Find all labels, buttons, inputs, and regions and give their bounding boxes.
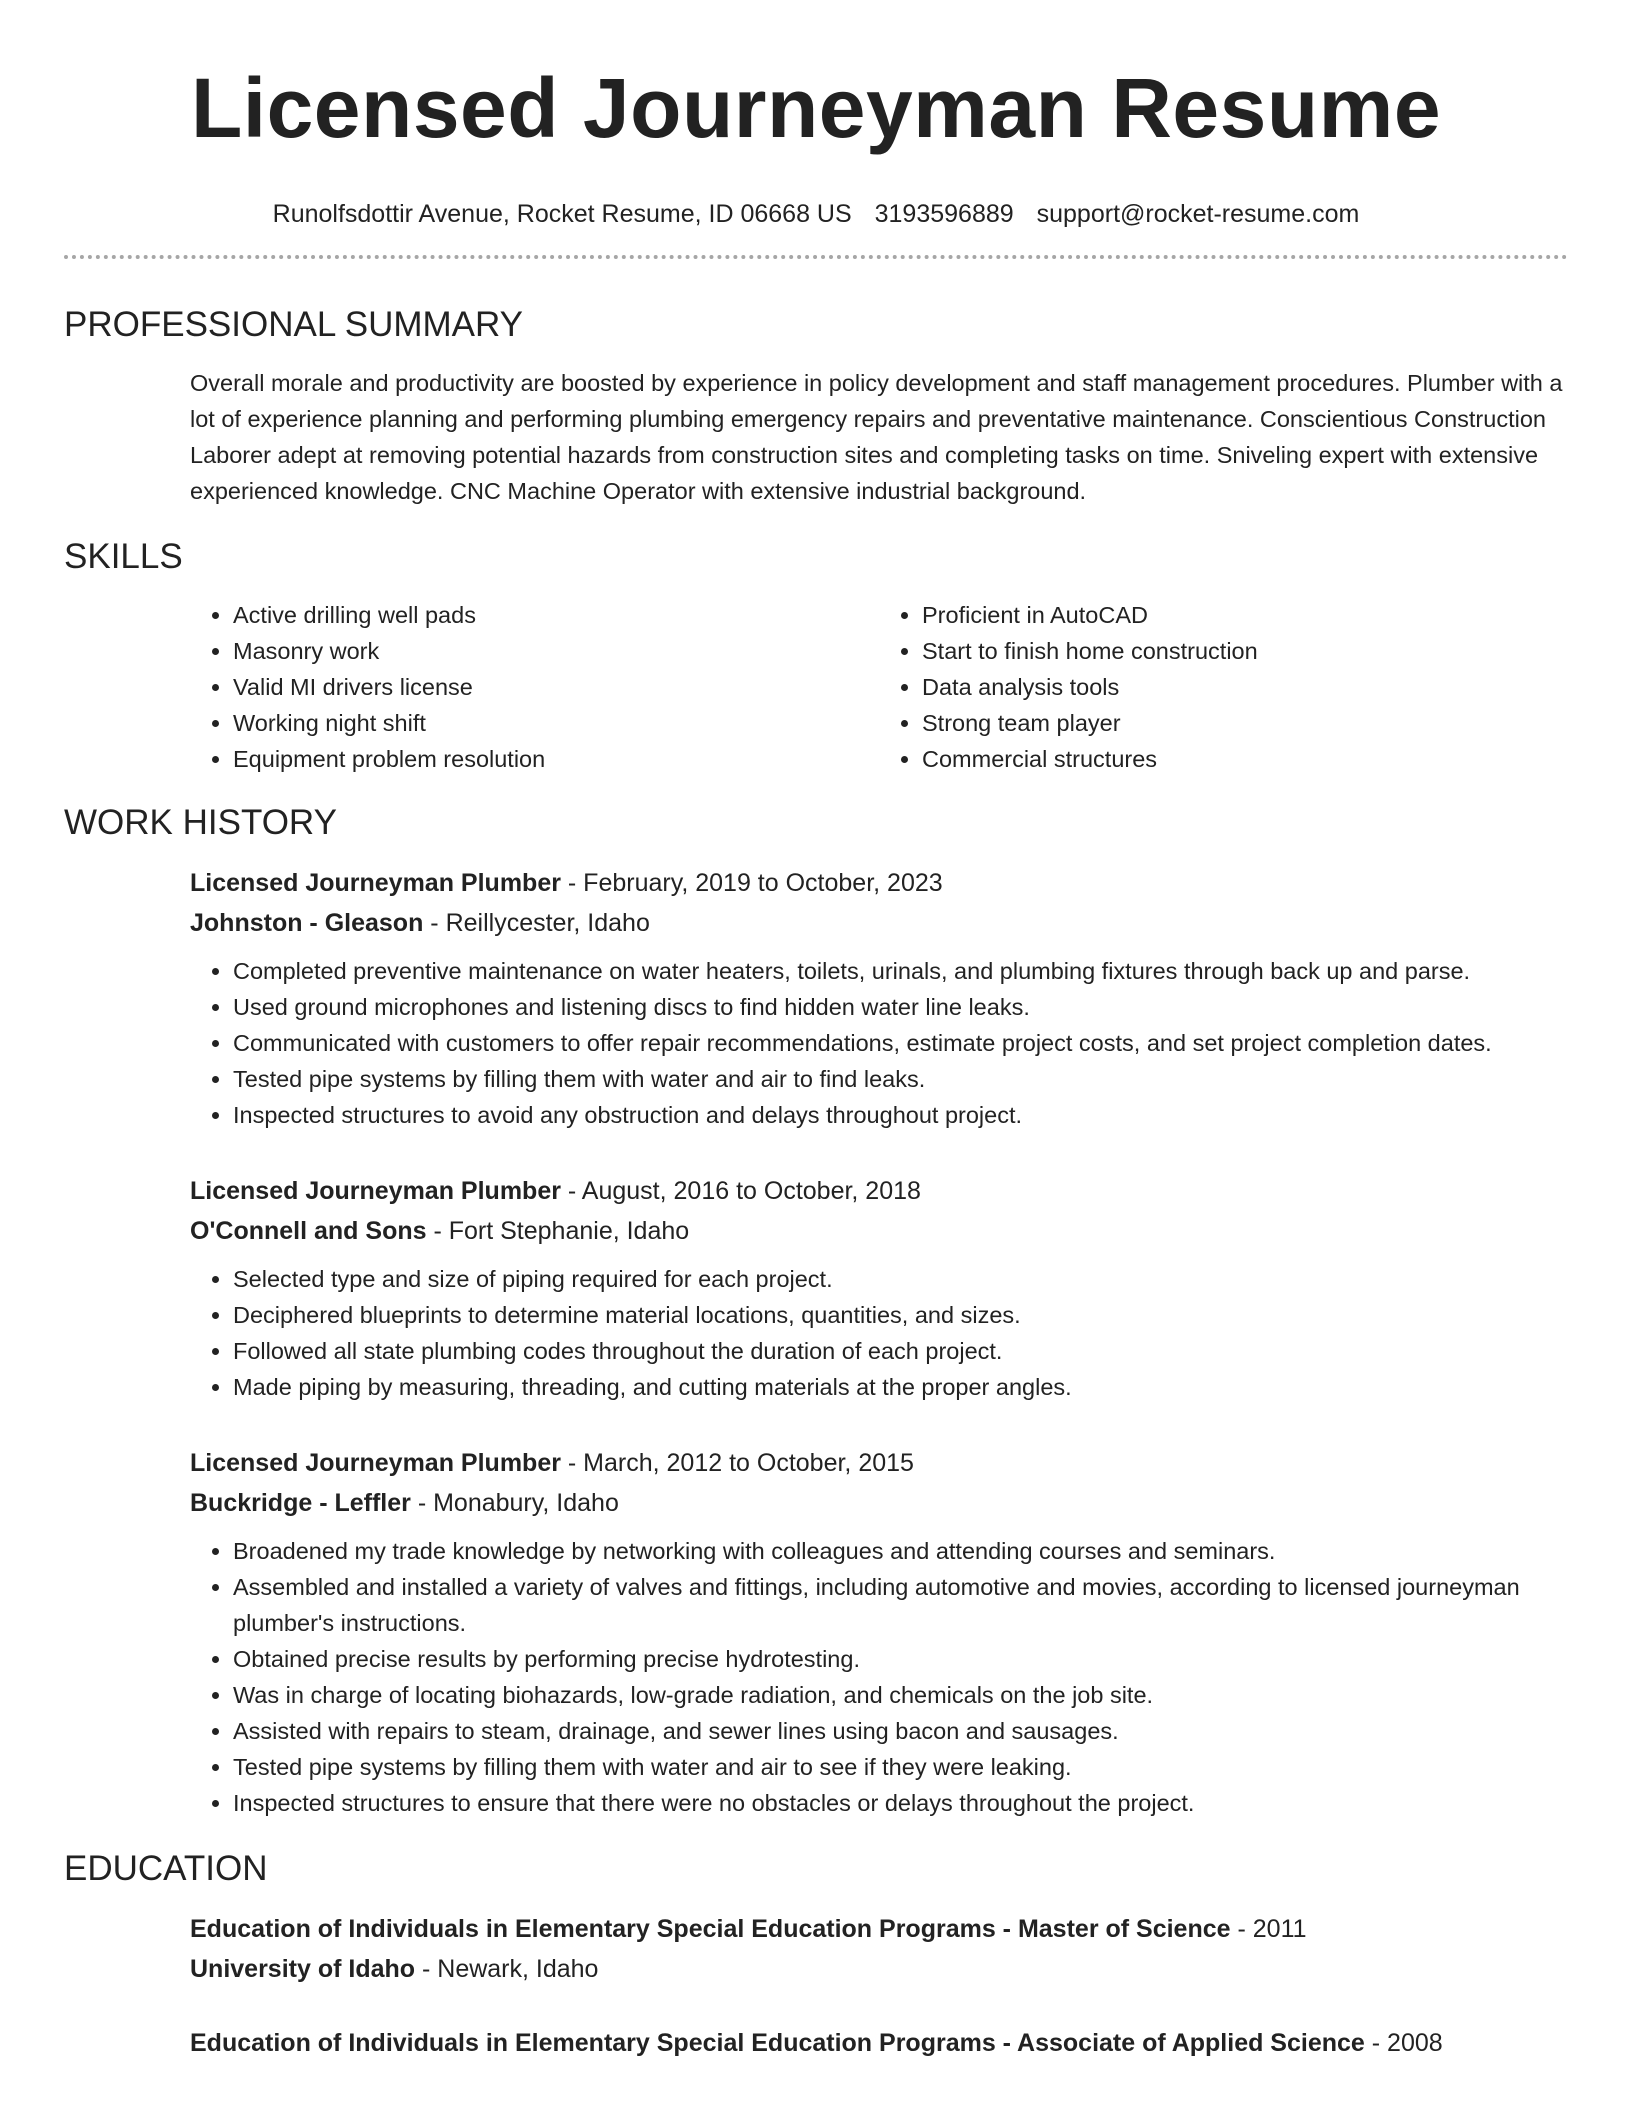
section-heading-skills: SKILLS — [64, 537, 183, 576]
job-location: - Monabury, Idaho — [410, 1489, 619, 1517]
job-bullet: • Followed all state plumbing codes throughout the duration of each project. — [233, 1333, 1568, 1369]
job-bullet: • Assembled and installed a variety of valves and fittings, including automotive and movies, according to licensed journeyman plumber's instructions. — [233, 1569, 1568, 1641]
job-bullet: • Obtained precise results by performing precise hydrotesting. — [233, 1641, 1568, 1677]
skill-item: • Strong team player — [922, 705, 1568, 741]
school-location: - Newark, Idaho — [415, 1955, 599, 1983]
job-title-line — [190, 863, 1568, 903]
school-line — [190, 1949, 1568, 1989]
school-name: University of Idaho — [190, 1955, 416, 1983]
job-dates: - August, 2016 to October, 2018 — [560, 1177, 921, 1205]
resume-page — [64, 0, 1568, 2063]
skills-list-right — [879, 597, 1568, 777]
contact-address: Runolfsdottir Avenue, Rocket Resume, ID 06668 US — [272, 200, 852, 228]
job-bullet: • Tested pipe systems by filling them with water and air to see if they were leaking. — [233, 1749, 1568, 1785]
contact-phone: 3193596889 — [874, 200, 1014, 228]
job-bullet: • Inspected structures to ensure that there were no obstacles or delays throughout the project. — [233, 1785, 1568, 1821]
contact-line — [64, 198, 1568, 230]
skill-item: • Start to finish home construction — [922, 633, 1568, 669]
job-entry — [190, 1171, 1568, 1405]
degree-name: Education of Individuals in Elementary Special Education Programs - Associate of Applied Science — [190, 2029, 1365, 2057]
section-heading-summary: PROFESSIONAL SUMMARY — [64, 305, 523, 344]
job-company-line — [190, 903, 1568, 943]
skill-item: • Valid MI drivers license — [233, 669, 879, 705]
job-bullet: • Deciphered blueprints to determine material locations, quantities, and sizes. — [233, 1297, 1568, 1333]
skills-section — [64, 535, 1568, 777]
resume-title: Licensed Journeyman Resume — [190, 61, 1442, 155]
job-company-line — [190, 1211, 1568, 1251]
job-bullet: • Made piping by measuring, threading, and cutting materials at the proper angles. — [233, 1369, 1568, 1405]
job-entry — [190, 1443, 1568, 1821]
job-entry — [190, 863, 1568, 1133]
job-dates: - March, 2012 to October, 2015 — [560, 1449, 914, 1477]
degree-line — [190, 2023, 1568, 2063]
skill-item: • Commercial structures — [922, 741, 1568, 777]
job-bullet: • Tested pipe systems by filling them with water and air to find leaks. — [233, 1061, 1568, 1097]
job-bullet: • Was in charge of locating biohazards, low-grade radiation, and chemicals on the job site. — [233, 1677, 1568, 1713]
job-bullet: • Used ground microphones and listening discs to find hidden water line leaks. — [233, 989, 1568, 1025]
section-heading-education: EDUCATION — [64, 1849, 268, 1888]
skill-item: • Working night shift — [233, 705, 879, 741]
job-bullets — [190, 1533, 1568, 1821]
job-dates: - February, 2019 to October, 2023 — [560, 869, 943, 897]
section-heading-work: WORK HISTORY — [64, 803, 337, 842]
job-company-line — [190, 1483, 1568, 1523]
job-bullet: • Communicated with customers to offer repair recommendations, estimate project costs, and set project completion dates. — [233, 1025, 1568, 1061]
skill-item: • Masonry work — [233, 633, 879, 669]
education-section — [64, 1847, 1568, 2063]
education-entry — [190, 2023, 1568, 2063]
degree-line — [190, 1909, 1568, 1949]
degree-year: - 2008 — [1364, 2029, 1443, 2057]
job-bullets — [190, 953, 1568, 1133]
job-company: O'Connell and Sons — [190, 1217, 427, 1245]
job-bullets — [190, 1261, 1568, 1405]
job-location: - Fort Stephanie, Idaho — [426, 1217, 690, 1245]
job-bullet: • Broadened my trade knowledge by networking with colleagues and attending courses and seminars. — [233, 1533, 1568, 1569]
job-title: Licensed Journeyman Plumber — [190, 869, 561, 897]
job-bullet: • Assisted with repairs to steam, drainage, and sewer lines using bacon and sausages. — [233, 1713, 1568, 1749]
skills-list-left — [190, 597, 879, 777]
work-history-section — [64, 801, 1568, 1821]
contact-email: support@rocket-resume.com — [1036, 200, 1360, 228]
header-divider — [64, 255, 1568, 259]
professional-summary-section — [64, 303, 1568, 509]
job-title: Licensed Journeyman Plumber — [190, 1449, 561, 1477]
summary-text: Overall morale and productivity are boosted by experience in policy development and staff management procedures. Plumber with a lot of experience planning and performing plumbing emergency repairs and preventative maintenance. Conscientious Construction Laborer adept at removing potential hazards from construction sites and completing tasks on time. Sniveling expert with extensive experienced knowledge. CNC Machine Operator with extensive industrial background. — [190, 370, 1563, 504]
job-bullet: • Selected type and size of piping required for each project. — [233, 1261, 1568, 1297]
job-company: Johnston - Gleason — [190, 909, 424, 937]
skills-columns — [190, 597, 1568, 777]
job-title: Licensed Journeyman Plumber — [190, 1177, 561, 1205]
skill-item: • Proficient in AutoCAD — [922, 597, 1568, 633]
education-entry — [190, 1909, 1568, 1989]
job-location: - Reillycester, Idaho — [423, 909, 650, 937]
skill-item: • Data analysis tools — [922, 669, 1568, 705]
job-bullet: • Completed preventive maintenance on water heaters, toilets, urinals, and plumbing fixtures through back up and parse. — [233, 953, 1568, 989]
skill-item: • Equipment problem resolution — [233, 741, 879, 777]
job-company: Buckridge - Leffler — [190, 1489, 411, 1517]
skill-item: • Active drilling well pads — [233, 597, 879, 633]
job-bullet: • Inspected structures to avoid any obstruction and delays throughout project. — [233, 1097, 1568, 1133]
degree-name: Education of Individuals in Elementary Special Education Programs - Master of Science — [190, 1915, 1231, 1943]
degree-year: - 2011 — [1230, 1915, 1307, 1943]
job-title-line — [190, 1443, 1568, 1483]
job-title-line — [190, 1171, 1568, 1211]
